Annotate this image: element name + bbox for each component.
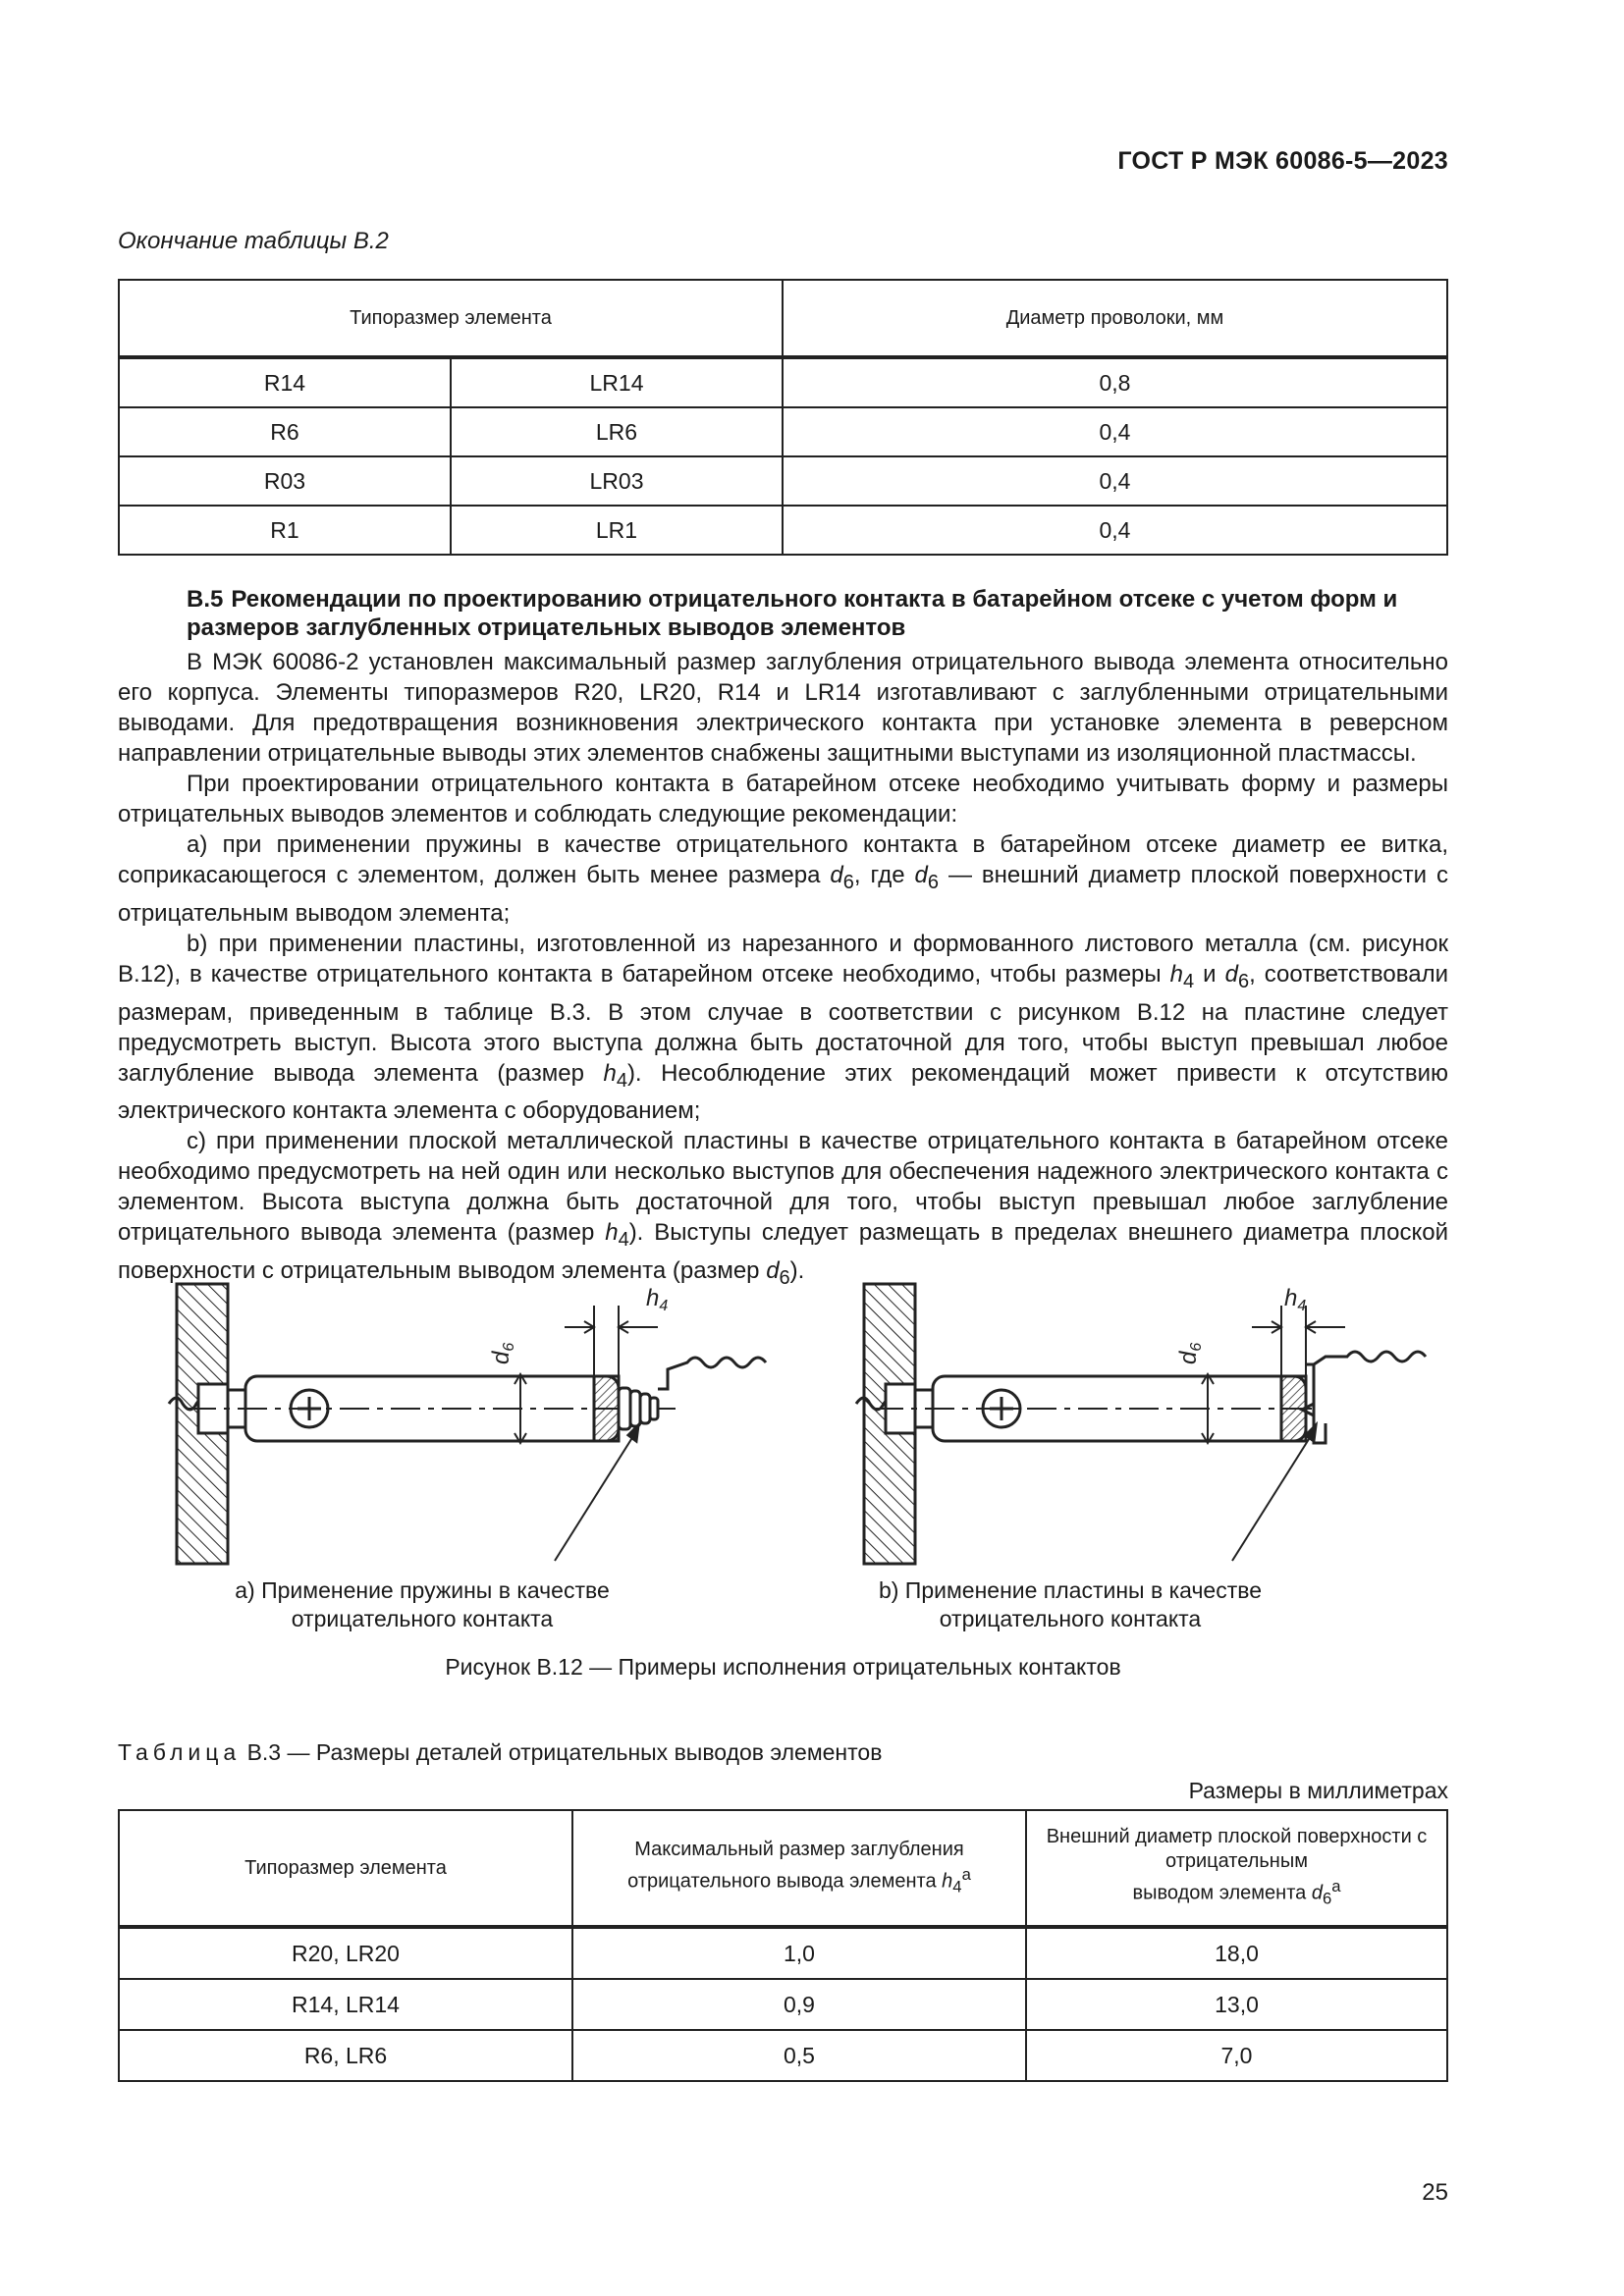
table-row <box>119 1979 1447 2030</box>
table-row <box>119 506 1447 555</box>
cell-size-b: LR14 <box>451 357 783 407</box>
cell-h4: 0,9 <box>572 1979 1026 2030</box>
figure-label-a: a) Применение пружины в качестве отрицательного контакта <box>235 1577 610 1631</box>
figure-a-h4-label: $h_4$ <box>646 1285 669 1314</box>
paragraph-item-a: a) при применении пружины в качестве отрицательного контакта в батарейном отсеке диаметр ее витка, соприкасающегося с элементом, должен быть менее размера $d_6$, где $d_6$ — внешний диаметр плоской поверхности с отрицательным выводом элемента; <box>118 831 1448 927</box>
cell-size-a: R6 <box>119 407 451 456</box>
cell-d6: 18,0 <box>1026 1927 1447 1979</box>
table-b3-caption: Таблица В.3 — Размеры деталей отрицательных выводов элементов <box>118 1739 883 1765</box>
cell-wire-diameter: 0,4 <box>783 407 1447 456</box>
table-continuation-caption: Окончание таблицы В.2 <box>118 228 389 254</box>
cell-wire-diameter: 0,8 <box>783 357 1447 407</box>
figure-b12-drawing <box>147 1266 1502 1571</box>
table-row <box>119 2030 1447 2081</box>
col-header-size: Типоразмер элемента <box>119 1810 572 1927</box>
col-header-wire-diameter: Диаметр проволоки, мм <box>783 280 1447 357</box>
cell-size-b: LR1 <box>451 506 783 555</box>
page-number: 25 <box>1422 2179 1448 2206</box>
cell-size: R6, LR6 <box>119 2030 572 2081</box>
cell-size-b: LR6 <box>451 407 783 456</box>
cell-wire-diameter: 0,4 <box>783 506 1447 555</box>
figure-b-h4-label: $h_4$ <box>1284 1285 1307 1314</box>
cell-h4: 1,0 <box>572 1927 1026 1979</box>
figure-b-d6-label: $d_6$ <box>1175 1342 1205 1364</box>
figure-b-plate-contact <box>856 1284 1426 1564</box>
figure-a-d6-label: $d_6$ <box>488 1342 517 1364</box>
cell-wire-diameter: 0,4 <box>783 456 1447 506</box>
body-text <box>118 647 1448 1294</box>
table-b2 <box>118 279 1448 556</box>
figure-label-b: b) Применение пластины в качестве отрицательного контакта <box>878 1577 1263 1631</box>
figure-a-spring-contact <box>169 1284 766 1564</box>
table-row <box>119 1927 1447 1979</box>
standard-code: ГОСТ Р МЭК 60086-5—2023 <box>1117 147 1448 175</box>
cell-d6: 7,0 <box>1026 2030 1447 2081</box>
section-heading <box>187 585 1448 642</box>
paragraph-item-c: c) при применении плоской металлической пластины в качестве отрицательного контакта в батарейном отсеке необходимо предусмотреть на ней один или несколько выступов для обеспечения надежного электрического контакта с элементом. Высота выступа должна быть достаточной для того, чтобы выступ превышал любое заглубление отрицательного вывода элемента (размер $h_4$). Выступы следует размещать в пределах внешнего диаметра плоской поверхности с отрицательным выводом элемента (размер $d_6$). <box>118 1128 1448 1289</box>
col-header-size: Типоразмер элемента <box>119 280 783 357</box>
cell-d6: 13,0 <box>1026 1979 1447 2030</box>
table-b3 <box>118 1809 1448 2082</box>
col-header-recess: Максимальный размер заглубления отрицательного вывода элемента $h_4^a$ <box>572 1810 1026 1927</box>
cell-size-a: R03 <box>119 456 451 506</box>
table-row <box>119 357 1447 407</box>
paragraph: В МЭК 60086-2 установлен максимальный размер заглубления отрицательного вывода элемента относительно его корпуса. Элементы типоразмеров R20, LR20, R14 и LR14 изготавливают с заглубленными отрицательными выводами. Для предотвращения возникновения электрического контакта при установке элемента в реверсном направлении отрицательные выводы этих элементов снабжены защитными выступами из изоляционной пластмассы. <box>118 649 1448 767</box>
section-number: В.5 <box>187 586 224 613</box>
section-title: Рекомендации по проектированию отрицательного контакта в батарейном отсеке с учетом форм и размеров заглубленных отрицательных выводов элементов <box>187 586 1398 641</box>
table-b3-units: Размеры в миллиметрах <box>1188 1778 1448 1803</box>
table-row <box>119 407 1447 456</box>
cell-size-b: LR03 <box>451 456 783 506</box>
cell-size: R20, LR20 <box>119 1927 572 1979</box>
cell-h4: 0,5 <box>572 2030 1026 2081</box>
cell-size-a: R1 <box>119 506 451 555</box>
paragraph-item-b: b) при применении пластины, изготовленной из нарезанного и формованного листового металла (см. рисунок В.12), в качестве отрицательного контакта в батарейном отсеке необходимо, чтобы размеры $h_4$ и $d_6$, соответствовали размерам, приведенным в таблице В.3. В этом случае в соответствии с рисунком В.12 на пластине следует предусмотреть выступ. Высота этого выступа должна быть достаточной для того, чтобы выступ превышал любое заглубление вывода элемента (размер $h_4$). Несоблюдение этих рекомендаций может привести к отсутствию электрического контакта элемента с оборудованием; <box>118 930 1448 1125</box>
table-row <box>119 456 1447 506</box>
paragraph: При проектировании отрицательного контакта в батарейном отсеке необходимо учитывать форму и размеры отрицательных выводов элементов и соблюдать следующие рекомендации: <box>118 771 1448 828</box>
cell-size: R14, LR14 <box>119 1979 572 2030</box>
col-header-flat-diameter: Внешний диаметр плоской поверхности с отрицательным выводом элемента $d_6^a$ <box>1026 1810 1447 1927</box>
cell-size-a: R14 <box>119 357 451 407</box>
figure-caption: Рисунок В.12 — Примеры исполнения отрицательных контактов <box>445 1654 1121 1680</box>
